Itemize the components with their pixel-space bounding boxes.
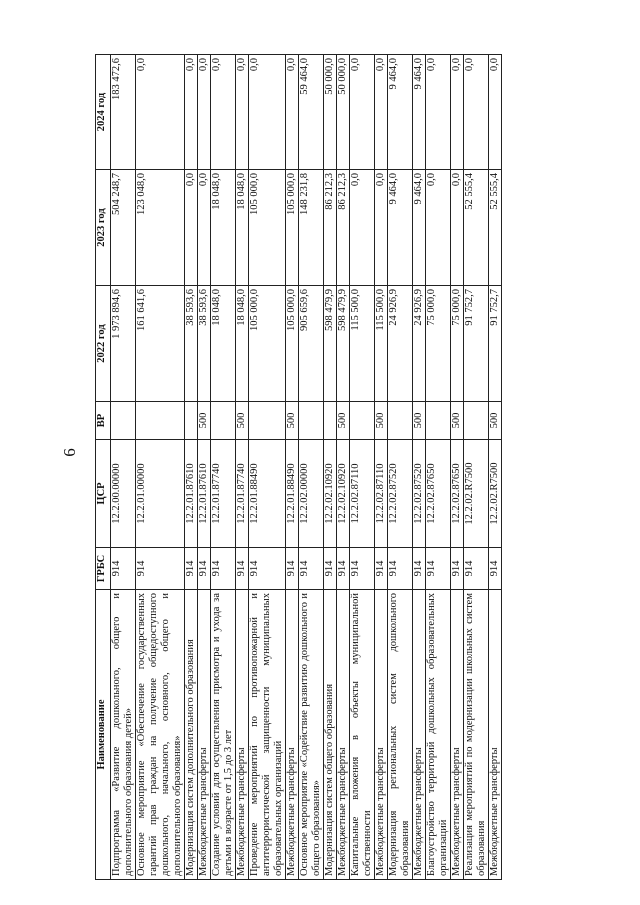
header-csr: ЦСР <box>96 440 111 548</box>
row-grbs: 914 <box>489 548 502 590</box>
table-row <box>426 55 451 880</box>
row-name: Основное мероприятие «Обеспечение государственных гарантий прав граждан на получение общедоступного дошкольного, начального, основного, общего и дополнительного образования» <box>136 590 185 880</box>
row-vr <box>185 402 198 440</box>
row-name: Создание условий для осуществления присмотра и ухода за детьми в возрасте от 1,5 до 3 лет <box>211 590 236 880</box>
row-name: Межбюджетные трансферты <box>198 590 211 880</box>
row-vr <box>464 402 489 440</box>
row-csr: 12.2.02.87110 <box>350 440 375 548</box>
row-csr: 12.2.01.87740 <box>211 440 236 548</box>
table-row <box>324 55 337 880</box>
table-row <box>136 55 185 880</box>
row-value-2023: 0,0 <box>185 170 198 286</box>
row-value-2023: 18 048,0 <box>211 170 236 286</box>
row-value-2024: 50 000,0 <box>324 55 337 170</box>
row-name: Капитальные вложения в объекты муниципальной собственности <box>350 590 375 880</box>
row-value-2023: 0,0 <box>426 170 451 286</box>
row-vr: 500 <box>489 402 502 440</box>
row-csr: 12.2.01.88490 <box>249 440 286 548</box>
row-value-2023: 52 555,4 <box>464 170 489 286</box>
row-value-2024: 0,0 <box>198 55 211 170</box>
row-value-2024: 0,0 <box>426 55 451 170</box>
table-row <box>299 55 324 880</box>
row-name: Модернизация систем общего образования <box>324 590 337 880</box>
row-name: Подпрограмма «Развитие дошкольного, общего и дополнительного образования детей» <box>111 590 136 880</box>
row-grbs: 914 <box>249 548 286 590</box>
row-name: Межбюджетные трансферты <box>286 590 299 880</box>
row-value-2023: 105 000,0 <box>286 170 299 286</box>
row-vr: 500 <box>236 402 249 440</box>
row-vr: 500 <box>337 402 350 440</box>
row-value-2023: 0,0 <box>350 170 375 286</box>
table-row <box>337 55 350 880</box>
row-value-2023: 123 048,0 <box>136 170 185 286</box>
row-value-2024: 50 000,0 <box>337 55 350 170</box>
row-value-2022: 75 000,0 <box>451 286 464 402</box>
row-value-2023: 86 212,3 <box>324 170 337 286</box>
row-value-2022: 905 659,6 <box>299 286 324 402</box>
row-grbs: 914 <box>299 548 324 590</box>
row-value-2022: 115 500,0 <box>375 286 388 402</box>
row-value-2022: 598 479,9 <box>324 286 337 402</box>
table-row <box>489 55 502 880</box>
header-2023: 2023 год <box>96 170 111 286</box>
row-value-2022: 91 752,7 <box>464 286 489 402</box>
row-name: Модернизация систем дополнительного образования <box>185 590 198 880</box>
row-grbs: 914 <box>111 548 136 590</box>
row-vr <box>299 402 324 440</box>
table-row <box>464 55 489 880</box>
table-row <box>236 55 249 880</box>
table-header-row <box>96 55 111 880</box>
row-grbs: 914 <box>413 548 426 590</box>
row-value-2022: 115 500,0 <box>350 286 375 402</box>
row-csr: 12.2.01.87740 <box>236 440 249 548</box>
row-value-2024: 0,0 <box>375 55 388 170</box>
row-csr: 12.2.02.10920 <box>324 440 337 548</box>
row-name: Основное мероприятие «Содействие развитию дошкольного и общего образования» <box>299 590 324 880</box>
row-vr: 500 <box>413 402 426 440</box>
row-vr: 500 <box>375 402 388 440</box>
row-value-2024: 59 464,0 <box>299 55 324 170</box>
row-vr: 500 <box>198 402 211 440</box>
row-csr: 12.2.02.R7500 <box>464 440 489 548</box>
row-grbs: 914 <box>350 548 375 590</box>
row-name: Модернизация региональных систем дошкольного образования <box>388 590 413 880</box>
row-csr: 12.2.01.87610 <box>198 440 211 548</box>
row-grbs: 914 <box>388 548 413 590</box>
row-csr: 12.2.01.88490 <box>286 440 299 548</box>
row-value-2023: 105 000,0 <box>249 170 286 286</box>
row-value-2024: 183 472,6 <box>111 55 136 170</box>
row-name: Межбюджетные трансферты <box>489 590 502 880</box>
row-grbs: 914 <box>375 548 388 590</box>
row-value-2023: 86 212,3 <box>337 170 350 286</box>
row-value-2024: 0,0 <box>350 55 375 170</box>
row-name: Проведение мероприятий по противопожарной и антитеррористической защищенности муниципальных образовательных организаций <box>249 590 286 880</box>
table-row <box>185 55 198 880</box>
row-vr: 500 <box>286 402 299 440</box>
row-value-2024: 0,0 <box>211 55 236 170</box>
row-vr <box>111 402 136 440</box>
page-number: 6 <box>60 448 79 457</box>
row-value-2023: 0,0 <box>451 170 464 286</box>
table-row <box>413 55 426 880</box>
row-value-2022: 1 973 894,6 <box>111 286 136 402</box>
header-name: Наименование <box>96 590 111 880</box>
row-value-2024: 9 464,0 <box>413 55 426 170</box>
row-name: Благоустройство территорий дошкольных образовательных организаций <box>426 590 451 880</box>
row-grbs: 914 <box>185 548 198 590</box>
row-value-2023: 0,0 <box>198 170 211 286</box>
row-csr: 12.2.02.10920 <box>337 440 350 548</box>
row-value-2022: 75 000,0 <box>426 286 451 402</box>
row-vr <box>388 402 413 440</box>
row-grbs: 914 <box>426 548 451 590</box>
row-csr: 12.2.02.87650 <box>426 440 451 548</box>
row-vr <box>249 402 286 440</box>
row-grbs: 914 <box>198 548 211 590</box>
row-value-2024: 0,0 <box>236 55 249 170</box>
row-name: Межбюджетные трансферты <box>337 590 350 880</box>
row-value-2024: 0,0 <box>286 55 299 170</box>
row-value-2024: 0,0 <box>185 55 198 170</box>
budget-table <box>95 54 502 880</box>
row-name: Межбюджетные трансферты <box>236 590 249 880</box>
row-value-2023: 0,0 <box>375 170 388 286</box>
row-value-2022: 24 926,9 <box>388 286 413 402</box>
row-value-2022: 91 752,7 <box>489 286 502 402</box>
row-value-2022: 38 593,6 <box>185 286 198 402</box>
table-row <box>451 55 464 880</box>
row-grbs: 914 <box>286 548 299 590</box>
row-csr: 12.2.02.R7500 <box>489 440 502 548</box>
table-row <box>211 55 236 880</box>
row-value-2023: 52 555,4 <box>489 170 502 286</box>
row-csr: 12.2.01.00000 <box>136 440 185 548</box>
row-grbs: 914 <box>337 548 350 590</box>
table-row <box>111 55 136 880</box>
table-row <box>375 55 388 880</box>
row-vr <box>324 402 337 440</box>
row-grbs: 914 <box>451 548 464 590</box>
row-value-2024: 0,0 <box>489 55 502 170</box>
row-grbs: 914 <box>324 548 337 590</box>
row-grbs: 914 <box>464 548 489 590</box>
row-value-2022: 24 926,9 <box>413 286 426 402</box>
row-grbs: 914 <box>211 548 236 590</box>
row-value-2024: 0,0 <box>464 55 489 170</box>
row-name: Межбюджетные трансферты <box>375 590 388 880</box>
row-csr: 12.2.02.87110 <box>375 440 388 548</box>
row-grbs: 914 <box>236 548 249 590</box>
header-vr: ВР <box>96 402 111 440</box>
row-value-2023: 9 464,0 <box>413 170 426 286</box>
rotated-table-wrapper <box>95 55 615 880</box>
row-name: Межбюджетные трансферты <box>413 590 426 880</box>
table-row <box>249 55 286 880</box>
row-value-2022: 18 048,0 <box>211 286 236 402</box>
row-name: Межбюджетные трансферты <box>451 590 464 880</box>
row-value-2022: 18 048,0 <box>236 286 249 402</box>
table-row <box>388 55 413 880</box>
table-body <box>111 55 502 880</box>
row-vr: 500 <box>451 402 464 440</box>
row-grbs: 914 <box>136 548 185 590</box>
row-name: Реализация мероприятий по модернизации школьных систем образования <box>464 590 489 880</box>
row-csr: 12.2.02.87650 <box>451 440 464 548</box>
row-value-2024: 0,0 <box>249 55 286 170</box>
row-csr: 12.2.02.87520 <box>413 440 426 548</box>
table-row <box>286 55 299 880</box>
row-value-2023: 18 048,0 <box>236 170 249 286</box>
row-value-2022: 105 000,0 <box>249 286 286 402</box>
row-value-2023: 9 464,0 <box>388 170 413 286</box>
row-csr: 12.2.02.00000 <box>299 440 324 548</box>
header-2022: 2022 год <box>96 286 111 402</box>
row-vr <box>350 402 375 440</box>
header-2024: 2024 год <box>96 55 111 170</box>
row-value-2024: 9 464,0 <box>388 55 413 170</box>
row-value-2023: 504 248,7 <box>111 170 136 286</box>
row-csr: 12.2.02.87520 <box>388 440 413 548</box>
row-csr: 12.2.00.00000 <box>111 440 136 548</box>
row-value-2024: 0,0 <box>451 55 464 170</box>
row-value-2023: 148 231,8 <box>299 170 324 286</box>
row-vr <box>136 402 185 440</box>
row-value-2024: 0,0 <box>136 55 185 170</box>
row-csr: 12.2.01.87610 <box>185 440 198 548</box>
row-value-2022: 105 000,0 <box>286 286 299 402</box>
row-value-2022: 161 641,6 <box>136 286 185 402</box>
table-row <box>350 55 375 880</box>
table-row <box>198 55 211 880</box>
row-value-2022: 598 479,9 <box>337 286 350 402</box>
row-vr <box>426 402 451 440</box>
row-vr <box>211 402 236 440</box>
header-grbs: ГРБС <box>96 548 111 590</box>
row-value-2022: 38 593,6 <box>198 286 211 402</box>
